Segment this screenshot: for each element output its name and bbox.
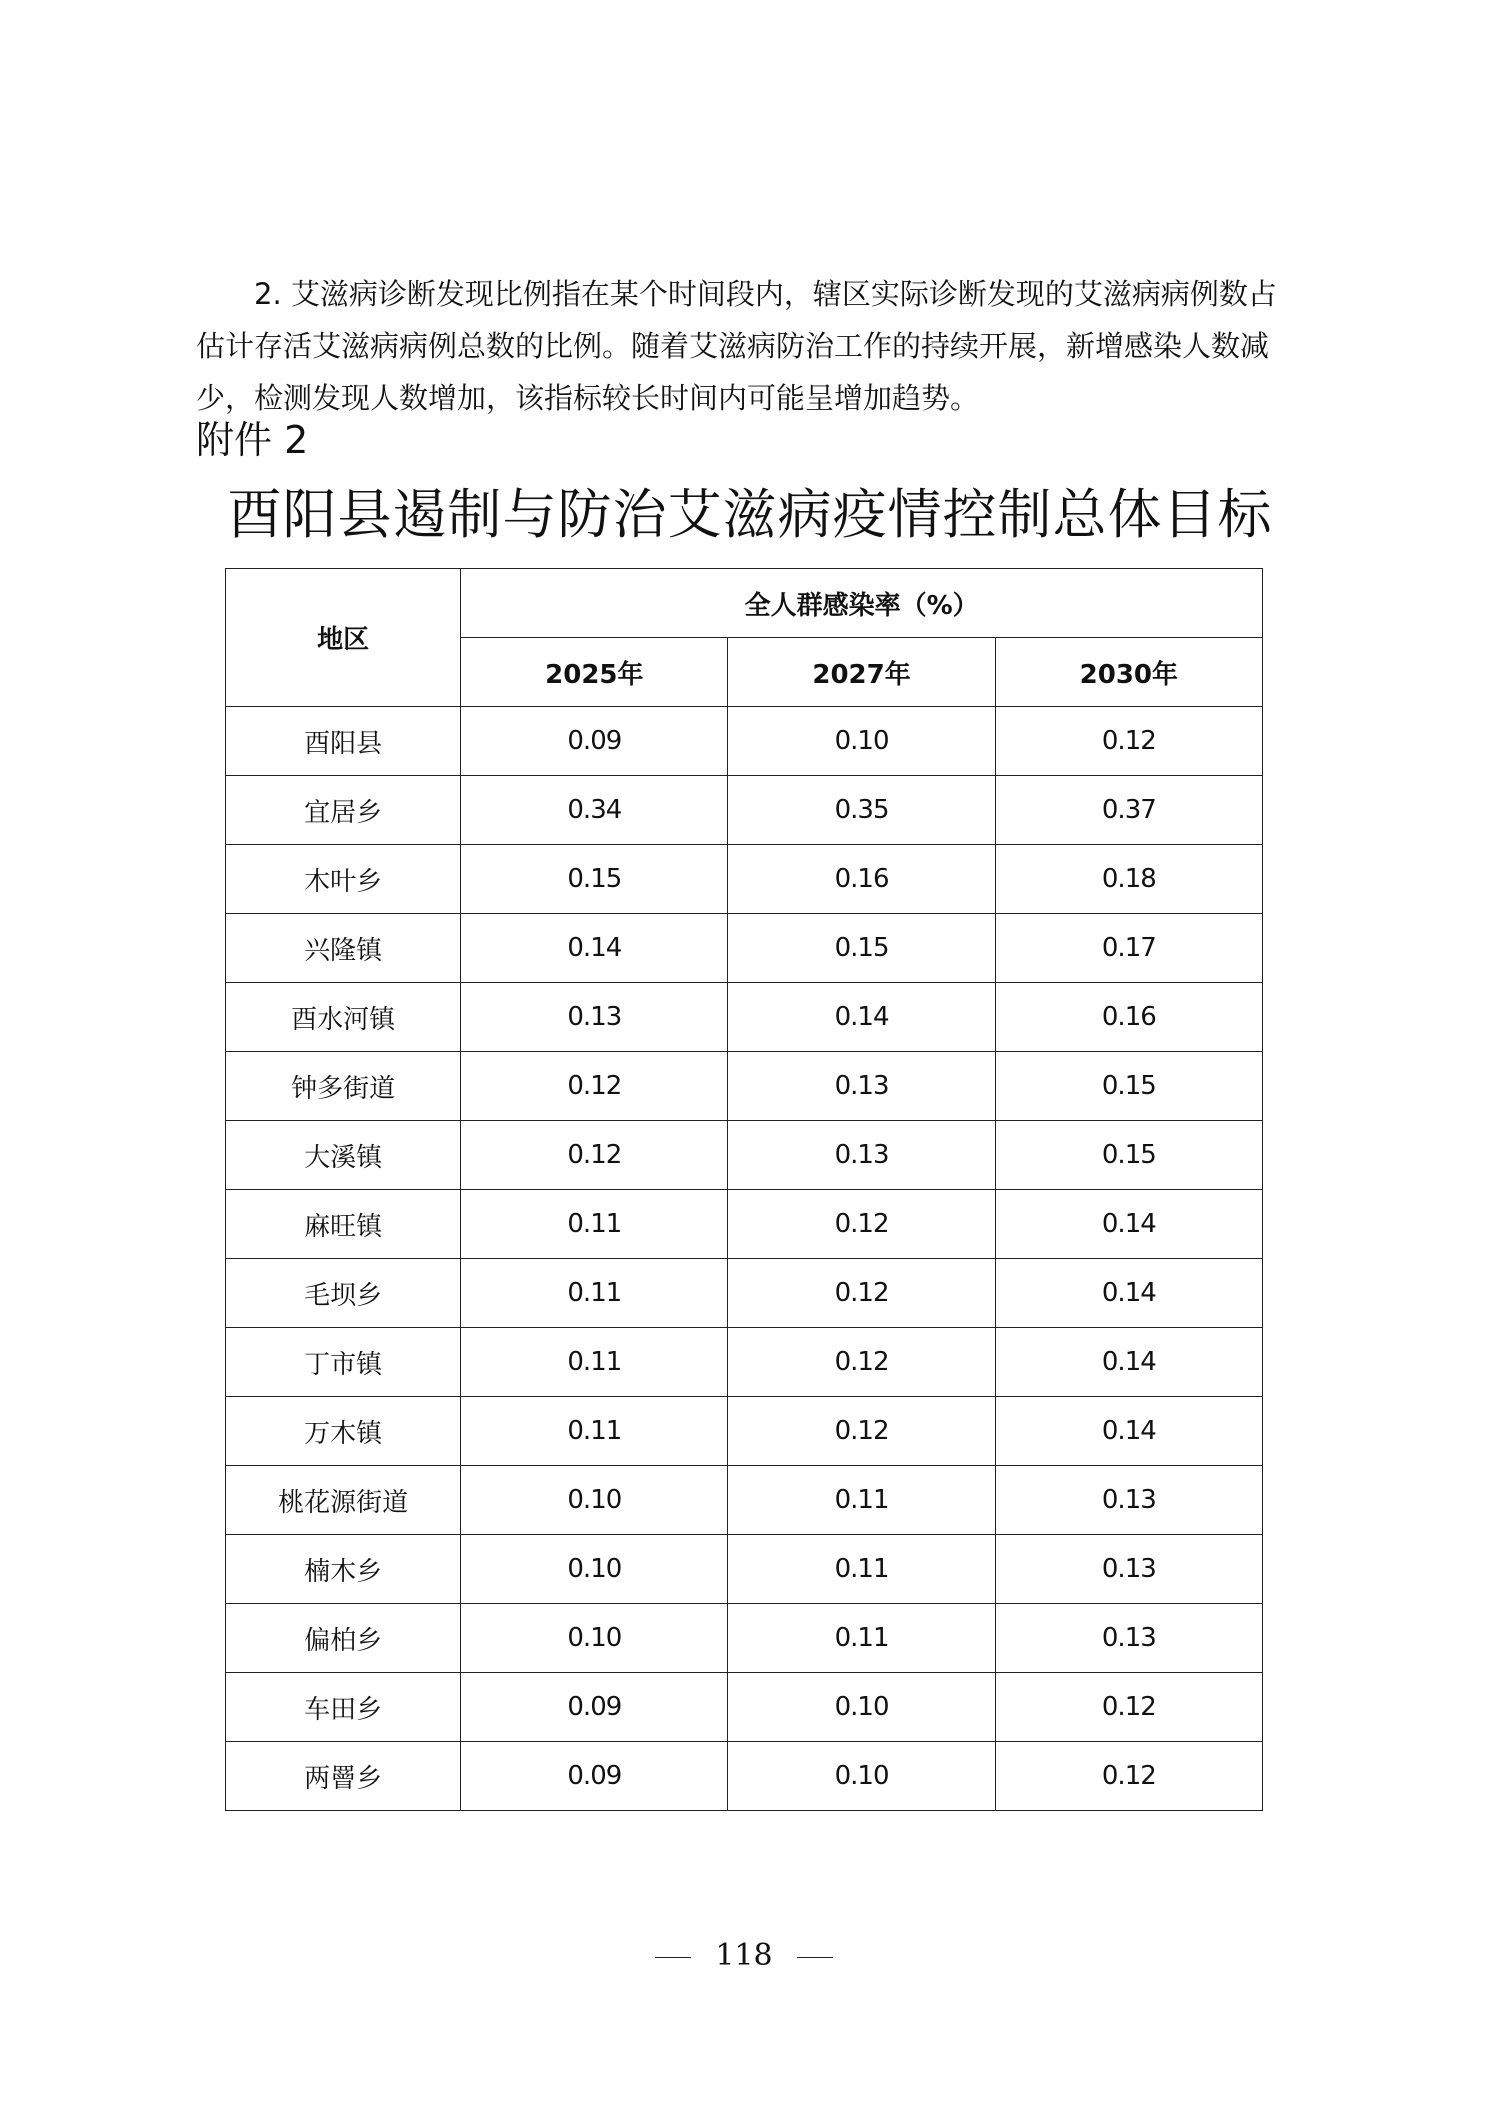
table-row	[226, 983, 1263, 1052]
region-cell: 楠木乡	[226, 1535, 461, 1604]
rate-cell: 0.13	[995, 1466, 1262, 1535]
rate-cell: 0.13	[995, 1604, 1262, 1673]
rate-cell: 0.14	[995, 1259, 1262, 1328]
rate-cell: 0.17	[995, 914, 1262, 983]
rate-cell: 0.35	[728, 776, 995, 845]
table-row	[226, 1328, 1263, 1397]
rate-cell: 0.13	[461, 983, 728, 1052]
table-row	[226, 1673, 1263, 1742]
rate-cell: 0.18	[995, 845, 1262, 914]
table-header-row	[226, 569, 1263, 638]
region-cell: 两罾乡	[226, 1742, 461, 1811]
targets-table	[225, 568, 1263, 1811]
rate-cell: 0.34	[461, 776, 728, 845]
table-row	[226, 914, 1263, 983]
rate-cell: 0.09	[461, 1742, 728, 1811]
region-cell: 兴隆镇	[226, 914, 461, 983]
region-cell: 酉水河镇	[226, 983, 461, 1052]
rate-cell: 0.10	[728, 1673, 995, 1742]
table-row	[226, 776, 1263, 845]
rate-cell: 0.12	[728, 1259, 995, 1328]
region-cell: 万木镇	[226, 1397, 461, 1466]
rate-cell: 0.11	[728, 1604, 995, 1673]
region-cell: 大溪镇	[226, 1121, 461, 1190]
rate-cell: 0.10	[461, 1535, 728, 1604]
table-row	[226, 1190, 1263, 1259]
region-cell: 丁市镇	[226, 1328, 461, 1397]
rate-cell: 0.14	[995, 1397, 1262, 1466]
rate-cell: 0.16	[728, 845, 995, 914]
rate-cell: 0.15	[728, 914, 995, 983]
rate-cell: 0.12	[995, 1742, 1262, 1811]
rate-cell: 0.09	[461, 1673, 728, 1742]
rate-cell: 0.12	[728, 1328, 995, 1397]
footer-dash	[655, 1957, 691, 1958]
rate-cell: 0.14	[995, 1190, 1262, 1259]
rate-cell: 0.10	[728, 1742, 995, 1811]
note-number: 2.	[254, 277, 282, 311]
year-header: 2027年	[728, 638, 995, 707]
rate-cell: 0.12	[728, 1190, 995, 1259]
attachment-label: 附件 2	[196, 418, 309, 462]
rate-cell: 0.11	[461, 1259, 728, 1328]
document-title: 酉阳县遏制与防治艾滋病疫情控制总体目标	[227, 483, 1273, 546]
rate-cell: 0.13	[728, 1121, 995, 1190]
rate-cell: 0.15	[995, 1121, 1262, 1190]
table-body	[226, 707, 1263, 1811]
page-number: 118	[715, 1938, 773, 1973]
year-header: 2025年	[461, 638, 728, 707]
page-footer	[0, 1936, 1488, 1976]
region-cell: 木叶乡	[226, 845, 461, 914]
rate-cell: 0.11	[461, 1328, 728, 1397]
rate-cell: 0.11	[728, 1466, 995, 1535]
table-row	[226, 1259, 1263, 1328]
rate-cell: 0.12	[995, 707, 1262, 776]
rate-cell: 0.14	[728, 983, 995, 1052]
rate-cell: 0.14	[461, 914, 728, 983]
region-cell: 毛坝乡	[226, 1259, 461, 1328]
table-row	[226, 1121, 1263, 1190]
rate-cell: 0.14	[995, 1328, 1262, 1397]
rate-cell: 0.12	[728, 1397, 995, 1466]
region-cell: 宜居乡	[226, 776, 461, 845]
rate-cell: 0.16	[995, 983, 1262, 1052]
table-row	[226, 845, 1263, 914]
rate-cell: 0.15	[995, 1052, 1262, 1121]
rate-cell: 0.13	[728, 1052, 995, 1121]
region-cell: 偏柏乡	[226, 1604, 461, 1673]
indicator-note	[196, 268, 1300, 424]
region-cell: 钟多街道	[226, 1052, 461, 1121]
rate-cell: 0.10	[461, 1466, 728, 1535]
rate-cell: 0.12	[995, 1673, 1262, 1742]
rate-cell: 0.11	[728, 1535, 995, 1604]
table-row	[226, 1466, 1263, 1535]
rate-cell: 0.12	[461, 1052, 728, 1121]
rate-cell: 0.09	[461, 707, 728, 776]
year-header: 2030年	[995, 638, 1262, 707]
footer-dash	[797, 1957, 833, 1958]
rate-cell: 0.12	[461, 1121, 728, 1190]
table-row	[226, 1052, 1263, 1121]
infection-rate-group-header: 全人群感染率（%）	[461, 569, 1263, 638]
table-row	[226, 1604, 1263, 1673]
region-cell: 桃花源街道	[226, 1466, 461, 1535]
table-row	[226, 707, 1263, 776]
rate-cell: 0.10	[728, 707, 995, 776]
note-text: 艾滋病诊断发现比例指在某个时间段内，辖区实际诊断发现的艾滋病病例数占估计存活艾滋病病例总数的比例。随着艾滋病防治工作的持续开展，新增感染人数减少，检测发现人数增加，该指标较长时间内可能呈增加趋势。	[196, 277, 1277, 415]
region-column-header: 地区	[226, 569, 461, 707]
rate-cell: 0.11	[461, 1397, 728, 1466]
rate-cell: 0.11	[461, 1190, 728, 1259]
rate-cell: 0.10	[461, 1604, 728, 1673]
table-row	[226, 1397, 1263, 1466]
region-cell: 麻旺镇	[226, 1190, 461, 1259]
table-row	[226, 1742, 1263, 1811]
table-row	[226, 1535, 1263, 1604]
region-cell: 酉阳县	[226, 707, 461, 776]
rate-cell: 0.37	[995, 776, 1262, 845]
rate-cell: 0.13	[995, 1535, 1262, 1604]
region-cell: 车田乡	[226, 1673, 461, 1742]
rate-cell: 0.15	[461, 845, 728, 914]
